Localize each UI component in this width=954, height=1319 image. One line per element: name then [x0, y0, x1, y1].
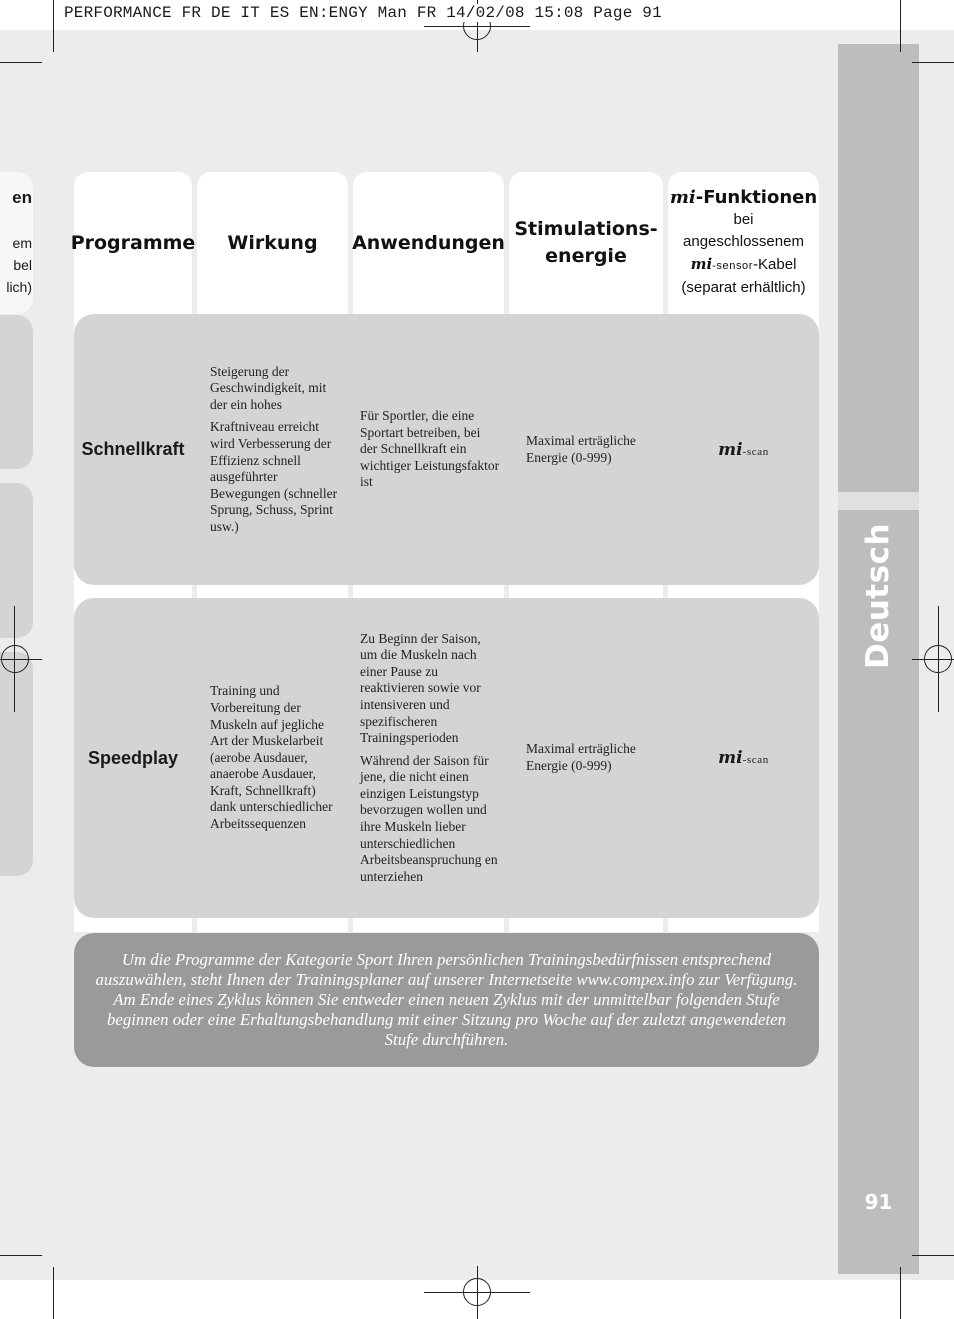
header-funktionen-bei: bei: [733, 211, 754, 228]
anwendungen-text: Während der Saison für jene, die nicht einen einzigen Leistungstyp bevorzugen wollen und ihre Muskeln lieber unterschiedlichen Arbeitsbeanspruchung en unterziehen: [360, 752, 498, 884]
mi-scan-label: [718, 440, 769, 460]
left-tab-fragment: lich): [6, 279, 32, 295]
header-funktionen-sensor: [691, 253, 797, 277]
wirkung-text: Steigerung der Geschwindigkeit, mit der ein hohes: [210, 363, 327, 412]
header-funktionen-title: [670, 187, 817, 209]
wirkung-text: Training und Vorbereitung der Muskeln auf jegliche Art der Muskelarbeit (aerobe Ausdauer, anaerobe Ausdauer, Kraft, Schnellkraft) dank unterschiedlicher Arbeitssequenzen: [210, 683, 333, 832]
left-page-tab: [0, 652, 33, 876]
mi-logo: mi: [718, 439, 743, 460]
header-energie: [509, 172, 663, 314]
crop-mark: [0, 1255, 42, 1256]
left-page-tab: [0, 172, 33, 314]
wirkung-cell: [210, 314, 342, 585]
registration-mark: [924, 645, 952, 673]
header-wirkung: [197, 172, 348, 314]
programme-name: [74, 314, 192, 585]
info-note-paragraph: Am Ende eines Zyklus können Sie entweder einen neuen Zyklus mit der unmittelbar folgenden Stufe beginnen oder eine Erhaltungsbehandlung mit einer Sitzung pro Woche auf der zuletzt angewendeten Stufe durchführen.: [107, 990, 786, 1049]
funktion-cell: [668, 314, 819, 585]
header-wirkung-label: Wirkung: [227, 231, 318, 254]
header-funktionen-label: -Funktionen: [695, 187, 818, 208]
sidebar-band: [838, 492, 919, 510]
wirkung-cell: [210, 598, 342, 918]
header-anwendungen-label: Anwendungen: [352, 231, 505, 254]
funktion-cell: [668, 598, 819, 918]
table-row: [74, 598, 819, 918]
registration-mark: [1, 645, 29, 673]
header-anwendungen: [353, 172, 504, 314]
header-programme: [70, 172, 196, 314]
left-tab-fragment: em: [12, 235, 32, 251]
crop-mark: [912, 1255, 954, 1256]
left-page-tab: [0, 315, 33, 469]
energie-text: Maximal erträgliche Energie (0-999): [526, 741, 636, 773]
left-tab-fragment: bel: [13, 257, 32, 273]
anwendungen-cell: [360, 314, 500, 585]
header-funktionen-separat: (separat erhältlich): [681, 279, 806, 296]
crop-mark: [900, 0, 901, 52]
kabel-label: -Kabel: [753, 256, 797, 273]
energie-text: Maximal erträgliche Energie (0-999): [526, 432, 636, 465]
energie-cell: [526, 598, 656, 918]
scan-label: -scan: [742, 445, 769, 458]
sidebar-language-label: Deutsch: [860, 522, 896, 670]
left-tab-fragment: en: [12, 188, 32, 207]
anwendungen-text: Für Sportler, die eine Sportart betreiben, bei der Schnellkraft ein wichtiger Leistungsfaktor ist: [360, 408, 500, 490]
programme-name: [74, 598, 192, 918]
mi-logo: mi: [718, 748, 743, 768]
programme-name-label: Schnellkraft: [81, 439, 185, 459]
table-row: [74, 314, 819, 585]
info-note-paragraph: Um die Programme der Kategorie Sport Ihren persönlichen Trainingsbedürfnissen entsprechend auszuwählen, steht Ihnen der Trainingsplaner auf unserer Internetseite www.compex.info zur Verfügung.: [95, 950, 798, 989]
anwendungen-text: Zu Beginn der Saison, um die Muskeln nach einer Pause zu reaktivieren sowie vor intensiveren und spezifischeren Trainingsperioden: [360, 630, 481, 746]
programme-name-label: Speedplay: [87, 747, 179, 768]
mi-logo: mi: [669, 187, 696, 208]
scan-label: -scan: [742, 754, 769, 766]
header-programme-label: Programme: [70, 231, 196, 254]
header-funktionen: [668, 172, 819, 314]
mi-logo: mi: [690, 255, 713, 273]
energie-cell: [526, 314, 656, 585]
page-number: 91: [864, 1190, 893, 1214]
header-energie-line1: Stimulations-: [514, 218, 658, 240]
header-funktionen-angeschlossenem: angeschlossenem: [683, 233, 804, 250]
crop-mark: [0, 62, 42, 63]
crop-mark: [53, 0, 54, 52]
crop-mark: [912, 62, 954, 63]
sensor-label: -sensor: [712, 260, 754, 272]
registration-mark: [463, 1278, 491, 1306]
print-header: PERFORMANCE FR DE IT ES EN:ENGY Man FR 14/02/08 15:08 Page 91: [60, 4, 666, 22]
wirkung-text: Kraftniveau erreicht wird Verbesserung der Effizienz schnell ausgeführter Bewegungen (schneller Sprung, Schuss, Sprint usw.): [210, 419, 338, 534]
info-note: [74, 933, 819, 1067]
crop-mark: [53, 1267, 54, 1319]
left-page-tab: [0, 483, 33, 638]
anwendungen-cell: [360, 598, 500, 918]
mi-scan-label: [718, 748, 769, 768]
language-sidebar: [838, 44, 919, 1274]
header-energie-line2: energie: [545, 245, 627, 267]
crop-mark: [900, 1267, 901, 1319]
